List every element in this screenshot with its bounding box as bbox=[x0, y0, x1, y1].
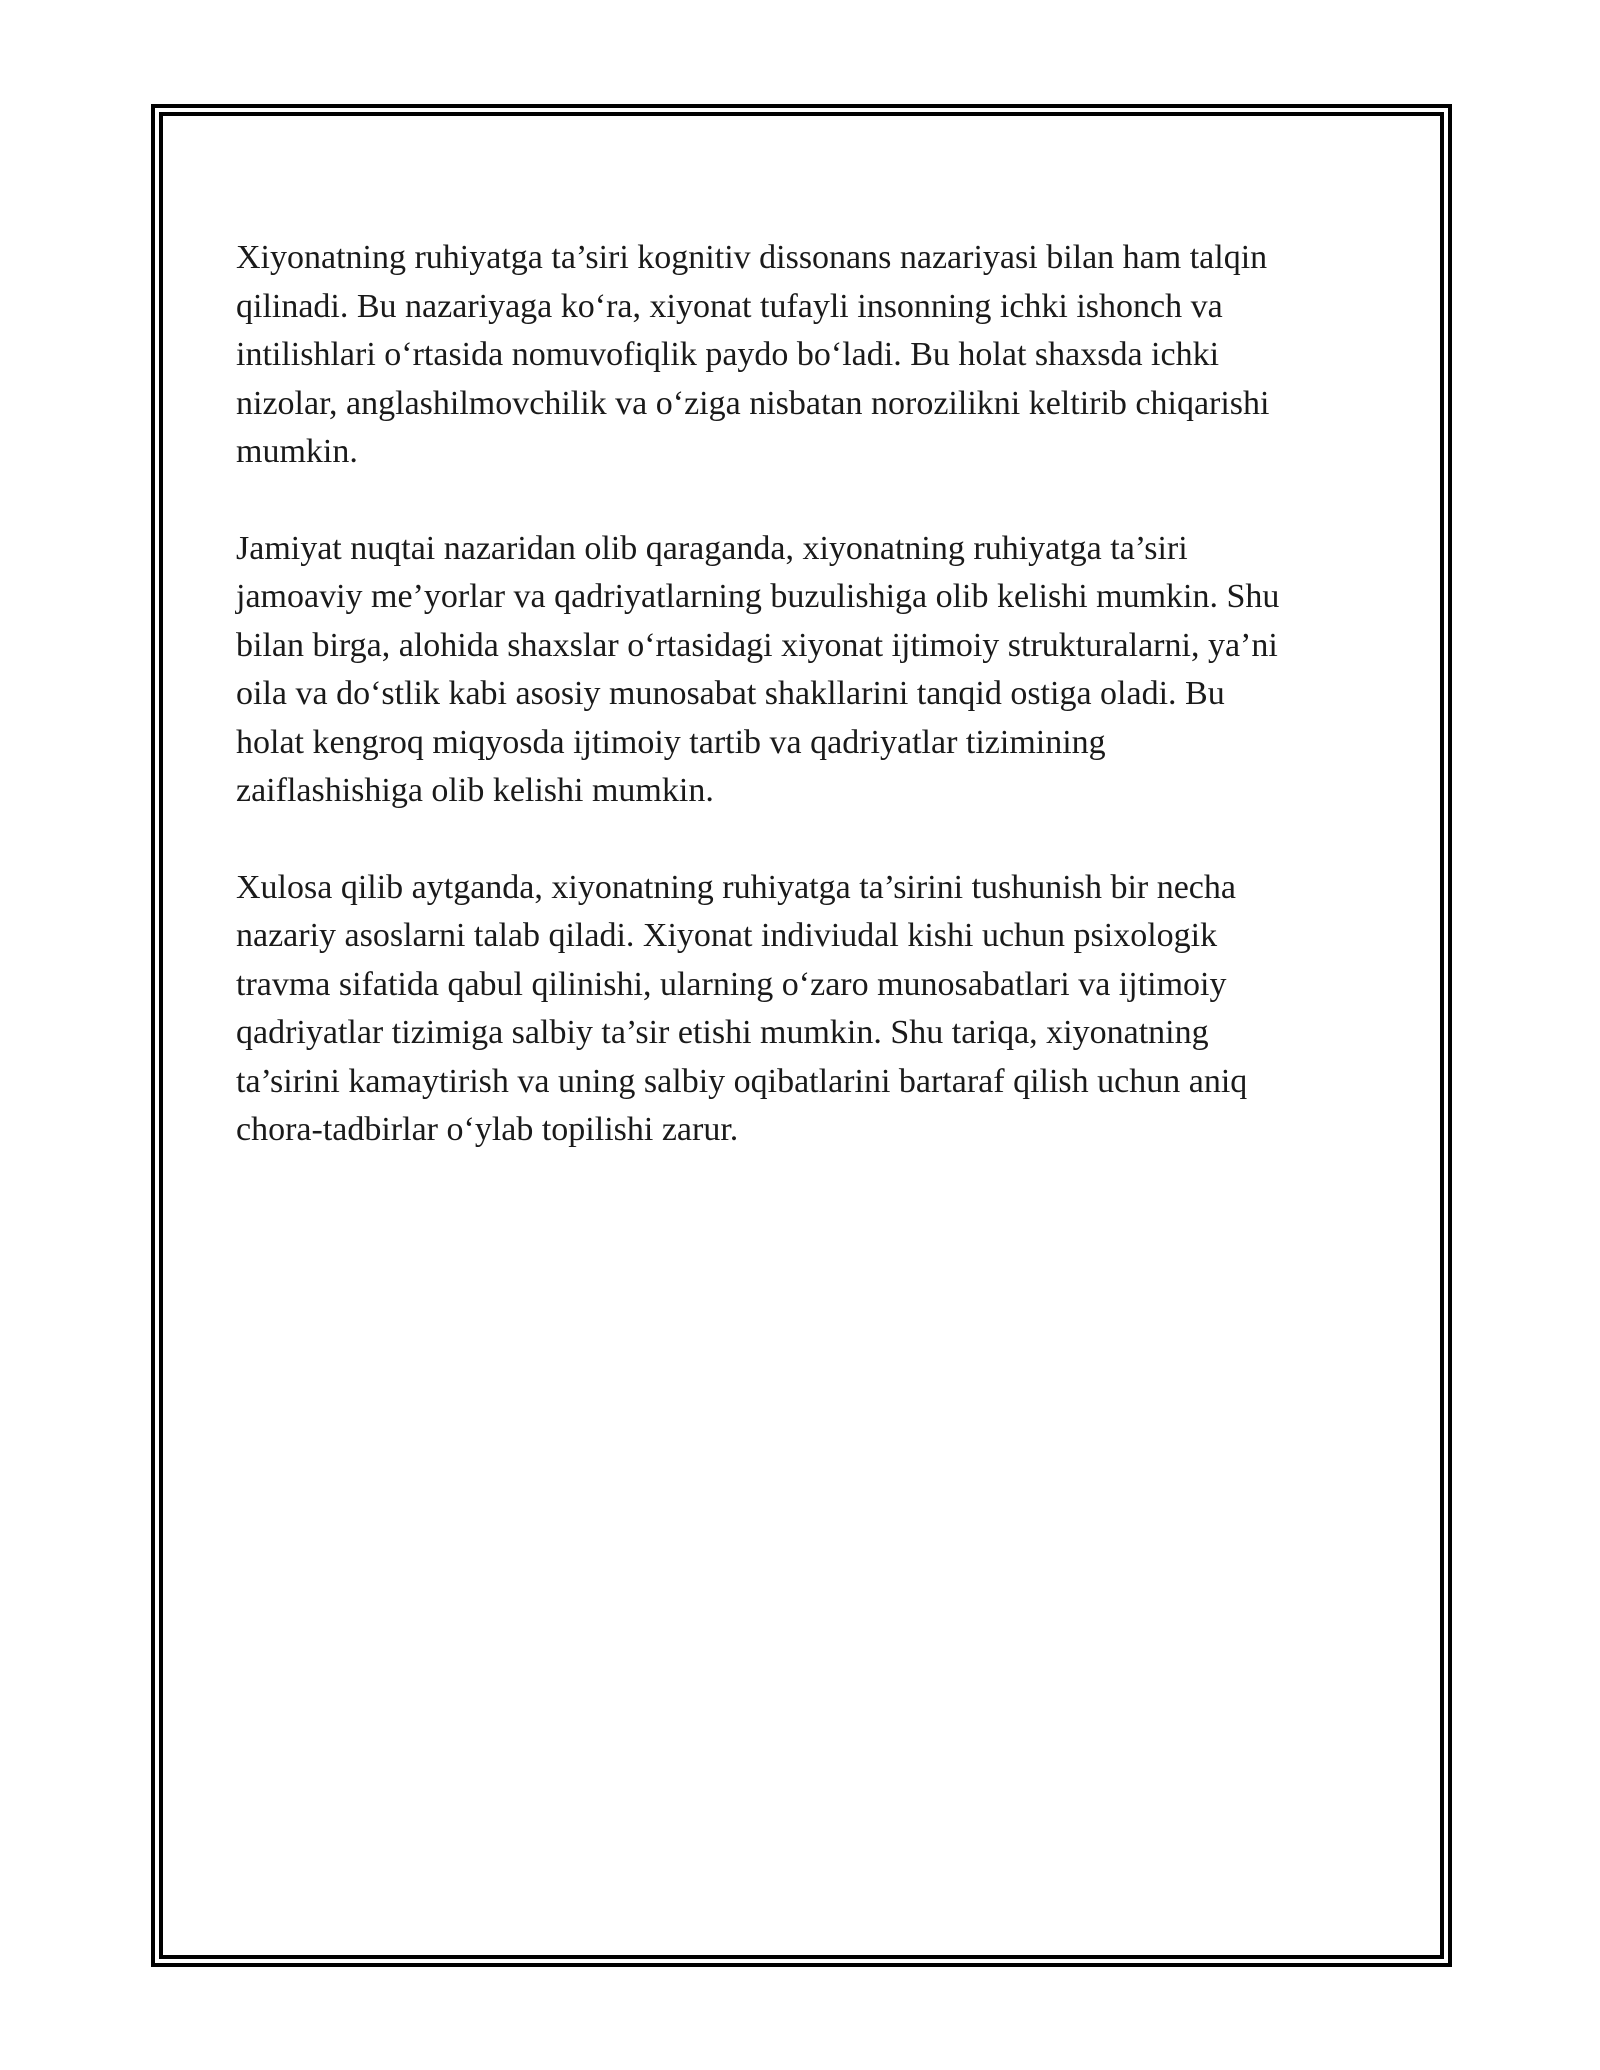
document-body bbox=[236, 234, 1376, 1203]
paragraph-society: Jamiyat nuqtai nazaridan olib qaraganda, xiyonatning ruhiyatga ta’siri jamoaviy me’yorlar va qadriyatlarning buzulishiga olib kelishi mumkin. Shu bilan birga, alohida shaxslar o‘rtasidagi xiyonat ijtimoiy strukturalarni, ya’ni oila va do‘stlik kabi asosiy munosabat shakllarini tanqid ostiga oladi. Bu holat kengroq miqyosda ijtimoiy tartib va qadriyatlar tizimining zaiflashishiga olib kelishi mumkin. bbox=[236, 529, 1280, 809]
paragraph-conclusion: Xulosa qilib aytganda, xiyonatning ruhiyatga ta’sirini tushunish bir necha nazariy asoslarni talab qiladi. Xiyonat indiviudal kishi uchun psixologik travma sifatida qabul qilinishi, ularning o‘zaro munosabatlari va ijtimoiy qadriyatlar tizimiga salbiy ta’sir etishi mumkin. Shu tariqa, xiyonatning ta’sirini kamaytirish va uning salbiy oqibatlarini bartaraf qilish uchun aniq chora-tadbirlar o‘ylab topilishi zarur. bbox=[236, 868, 1248, 1148]
paragraph-cognitive-dissonance: Xiyonatning ruhiyatga ta’siri kognitiv dissonans nazariyasi bilan ham talqin qilinadi. Bu nazariyaga ko‘ra, xiyonat tufayli insonning ichki ishonch va intilishlari o‘rtasida nomuvofiqlik paydo bo‘ladi. Bu holat shaxsda ichki nizolar, anglashilmovchilik va o‘ziga nisbatan norozilikni keltirib chiqarishi mumkin. bbox=[236, 239, 1270, 470]
